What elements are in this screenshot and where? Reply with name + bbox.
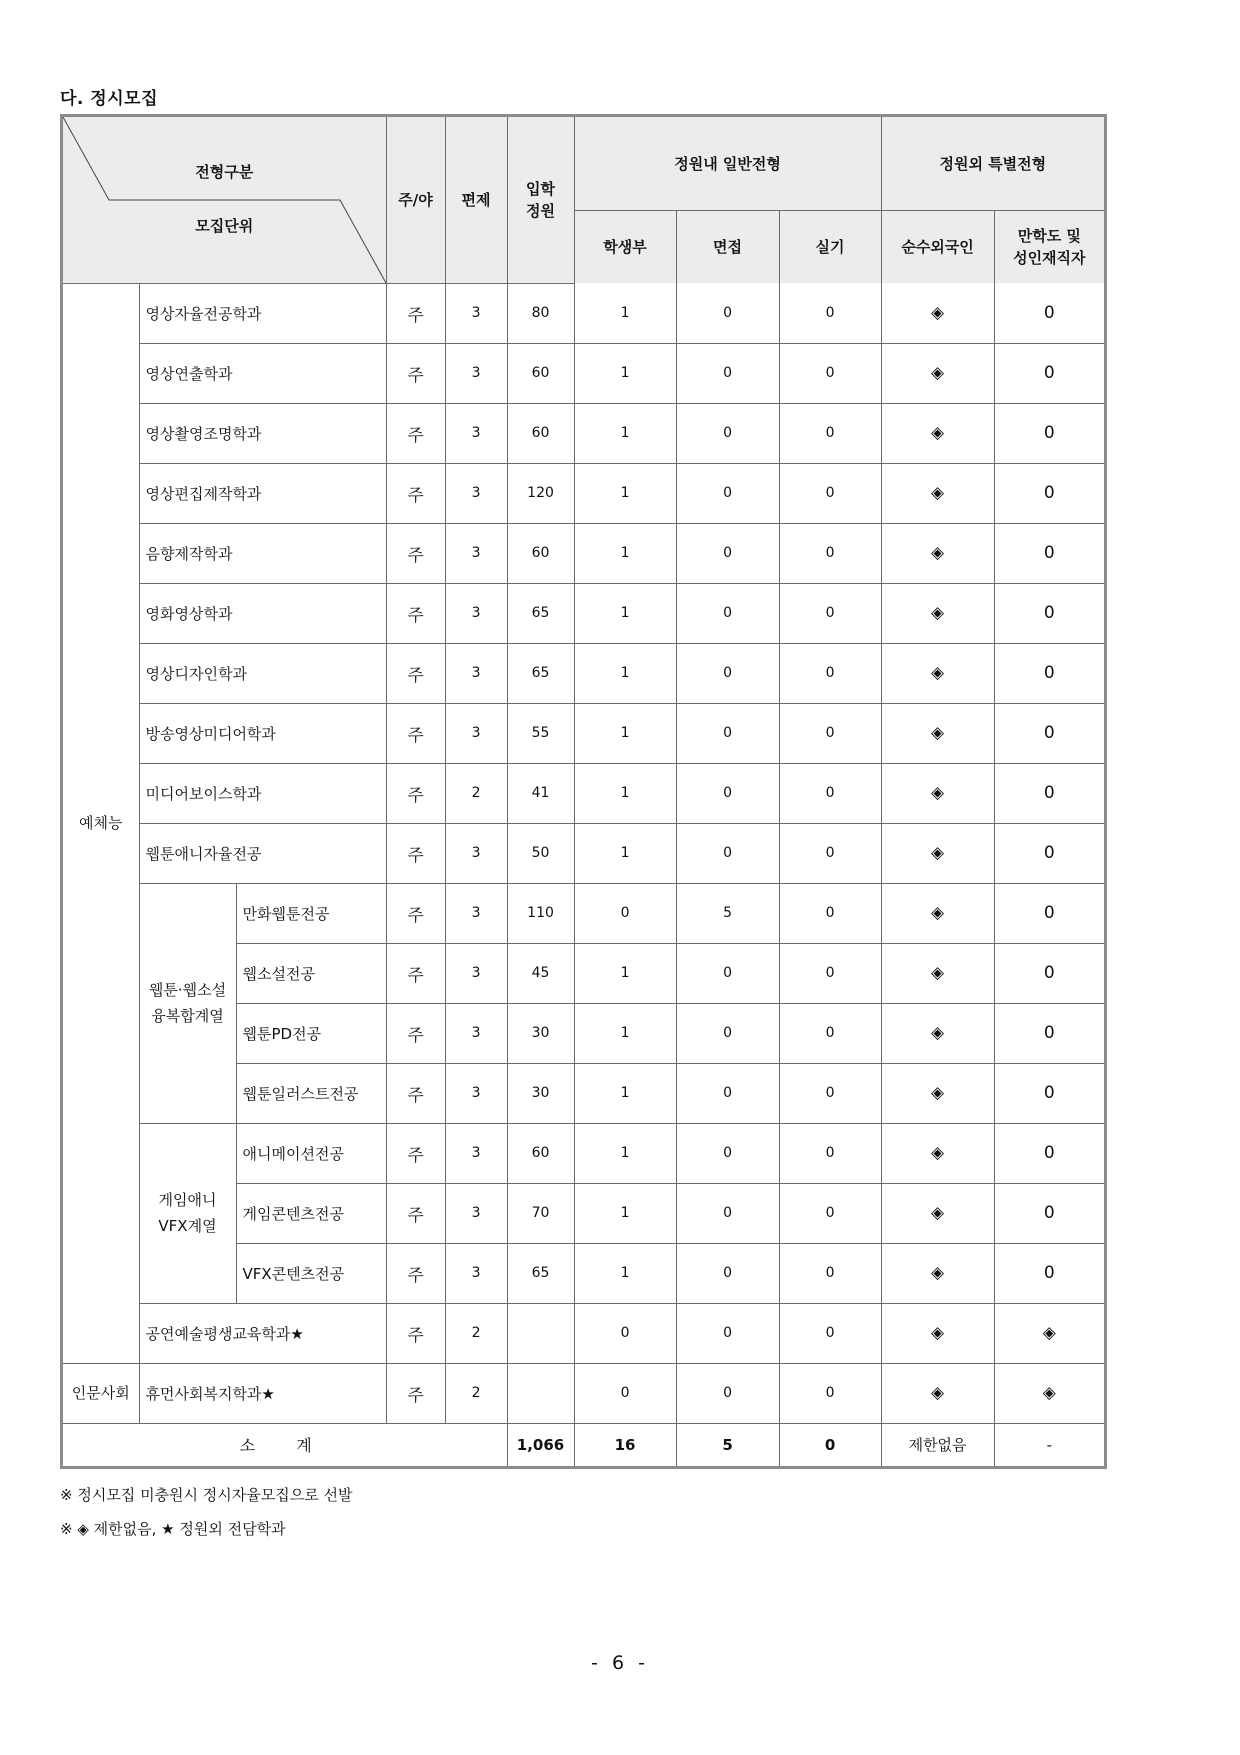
foreigner-cell: ◈: [881, 463, 994, 523]
adult-worker-cell: 0: [994, 463, 1104, 523]
adult-worker-cell: 0: [994, 583, 1104, 643]
header-interview: 면접: [676, 210, 779, 283]
page-number: - 6 -: [591, 1652, 649, 1674]
practical-cell: 0: [779, 1183, 881, 1243]
gpa-cell: 1: [574, 283, 676, 343]
foreigner-cell: ◈: [881, 943, 994, 1003]
year-system-cell: 2: [445, 1303, 507, 1363]
practical-cell: 0: [779, 1123, 881, 1183]
foreigner-cell: ◈: [881, 1303, 994, 1363]
gpa-cell: 1: [574, 1183, 676, 1243]
day-night-cell: 주: [386, 643, 445, 703]
practical-cell: 0: [779, 583, 881, 643]
day-night-cell: 주: [386, 883, 445, 943]
adult-worker-cell: 0: [994, 943, 1104, 1003]
day-night-cell: 주: [386, 1003, 445, 1063]
adult-worker-cell: 0: [994, 883, 1104, 943]
table-row: [63, 463, 1104, 523]
year-system-cell: 3: [445, 343, 507, 403]
department-name: 영상연출학과: [139, 343, 386, 403]
year-system-cell: 3: [445, 943, 507, 1003]
header-diagonal-cell: [63, 117, 386, 283]
foreigner-cell: ◈: [881, 583, 994, 643]
total-gpa: 16: [574, 1423, 676, 1466]
interview-cell: 0: [676, 1363, 779, 1423]
interview-cell: 0: [676, 1183, 779, 1243]
department-name: 휴먼사회복지학과★: [139, 1363, 386, 1423]
foreigner-cell: ◈: [881, 403, 994, 463]
adult-worker-cell: 0: [994, 1183, 1104, 1243]
admission-table: [60, 114, 1107, 1469]
quota-cell: 120: [507, 463, 574, 523]
adult-worker-cell: 0: [994, 1063, 1104, 1123]
interview-cell: 0: [676, 763, 779, 823]
table-row: [63, 403, 1104, 463]
quota-cell: 70: [507, 1183, 574, 1243]
foreigner-cell: ◈: [881, 643, 994, 703]
quota-cell: 60: [507, 523, 574, 583]
foreigner-cell: ◈: [881, 823, 994, 883]
gpa-cell: 1: [574, 643, 676, 703]
department-name: 방송영상미디어학과: [139, 703, 386, 763]
department-name: 웹툰일러스트전공: [236, 1063, 386, 1123]
header-adult-worker: 만학도 및 성인재직자: [994, 210, 1104, 283]
quota-cell: 60: [507, 343, 574, 403]
header-regular-group: 정원내 일반전형: [574, 117, 881, 210]
header-quota: 입학 정원: [507, 117, 574, 283]
interview-cell: 0: [676, 943, 779, 1003]
foreigner-cell: ◈: [881, 1123, 994, 1183]
interview-cell: 0: [676, 583, 779, 643]
day-night-cell: 주: [386, 523, 445, 583]
day-night-cell: 주: [386, 1183, 445, 1243]
year-system-cell: 3: [445, 643, 507, 703]
gpa-cell: 0: [574, 1363, 676, 1423]
practical-cell: 0: [779, 1243, 881, 1303]
interview-cell: 5: [676, 883, 779, 943]
total-foreigner: 제한없음: [881, 1423, 994, 1466]
year-system-cell: 3: [445, 1183, 507, 1243]
adult-worker-cell: 0: [994, 403, 1104, 463]
practical-cell: 0: [779, 943, 881, 1003]
category-arts: 예체능: [63, 283, 139, 1363]
header-year-system: 편제: [445, 117, 507, 283]
interview-cell: 0: [676, 1003, 779, 1063]
day-night-cell: 주: [386, 583, 445, 643]
foreigner-cell: ◈: [881, 1003, 994, 1063]
header-practical: 실기: [779, 210, 881, 283]
department-name: 영상디자인학과: [139, 643, 386, 703]
interview-cell: 0: [676, 463, 779, 523]
foreigner-cell: ◈: [881, 1063, 994, 1123]
gpa-cell: 1: [574, 1123, 676, 1183]
header-foreigner: 순수외국인: [881, 210, 994, 283]
interview-cell: 0: [676, 1243, 779, 1303]
foreigner-cell: ◈: [881, 343, 994, 403]
quota-cell: 80: [507, 283, 574, 343]
department-name: 공연예술평생교육학과★: [139, 1303, 386, 1363]
total-practical: 0: [779, 1423, 881, 1466]
quota-cell: 41: [507, 763, 574, 823]
table-row: [63, 343, 1104, 403]
year-system-cell: 3: [445, 1243, 507, 1303]
interview-cell: 0: [676, 1123, 779, 1183]
table-row: [63, 643, 1104, 703]
gpa-cell: 1: [574, 403, 676, 463]
department-name: 게임콘텐츠전공: [236, 1183, 386, 1243]
note-unfilled: ※ 정시모집 미충원시 정시자율모집으로 선발: [60, 1486, 353, 1504]
quota-cell: 55: [507, 703, 574, 763]
department-name: 음향제작학과: [139, 523, 386, 583]
adult-worker-cell: 0: [994, 283, 1104, 343]
practical-cell: 0: [779, 463, 881, 523]
table-row: [63, 523, 1104, 583]
year-system-cell: 3: [445, 1003, 507, 1063]
gpa-cell: 1: [574, 1243, 676, 1303]
gpa-cell: 1: [574, 523, 676, 583]
header-selection-type: 전형구분: [195, 163, 254, 181]
practical-cell: 0: [779, 1303, 881, 1363]
year-system-cell: 3: [445, 283, 507, 343]
table-row: [63, 883, 1104, 943]
day-night-cell: 주: [386, 1303, 445, 1363]
department-name: 미디어보이스학과: [139, 763, 386, 823]
adult-worker-cell: ◈: [994, 1363, 1104, 1423]
year-system-cell: 3: [445, 403, 507, 463]
year-system-cell: 3: [445, 703, 507, 763]
practical-cell: 0: [779, 823, 881, 883]
interview-cell: 0: [676, 343, 779, 403]
day-night-cell: 주: [386, 703, 445, 763]
department-name: 웹툰PD전공: [236, 1003, 386, 1063]
year-system-cell: 3: [445, 883, 507, 943]
quota-cell: 45: [507, 943, 574, 1003]
table-row: [63, 283, 1104, 343]
quota-cell: [507, 1303, 574, 1363]
gpa-cell: 0: [574, 1303, 676, 1363]
total-label: 소 계: [63, 1423, 507, 1466]
adult-worker-cell: ◈: [994, 1303, 1104, 1363]
department-name: 영상자율전공학과: [139, 283, 386, 343]
interview-cell: 0: [676, 1063, 779, 1123]
quota-cell: 30: [507, 1063, 574, 1123]
interview-cell: 0: [676, 1303, 779, 1363]
quota-cell: 65: [507, 1243, 574, 1303]
year-system-cell: 3: [445, 1123, 507, 1183]
adult-worker-cell: 0: [994, 763, 1104, 823]
category-humanities: 인문사회: [63, 1363, 139, 1423]
day-night-cell: 주: [386, 343, 445, 403]
interview-cell: 0: [676, 823, 779, 883]
practical-cell: 0: [779, 523, 881, 583]
adult-worker-cell: 0: [994, 343, 1104, 403]
gpa-cell: 1: [574, 1063, 676, 1123]
foreigner-cell: ◈: [881, 1363, 994, 1423]
table-row: [63, 583, 1104, 643]
subgroup-game-vfx: 게임애니 VFX계열: [139, 1123, 236, 1303]
table-row: [63, 1363, 1104, 1423]
table-row: [63, 823, 1104, 883]
department-name: VFX콘텐츠전공: [236, 1243, 386, 1303]
adult-worker-cell: 0: [994, 823, 1104, 883]
foreigner-cell: ◈: [881, 883, 994, 943]
gpa-cell: 1: [574, 1003, 676, 1063]
interview-cell: 0: [676, 643, 779, 703]
practical-cell: 0: [779, 643, 881, 703]
day-night-cell: 주: [386, 763, 445, 823]
table-row: [63, 703, 1104, 763]
foreigner-cell: ◈: [881, 703, 994, 763]
practical-cell: 0: [779, 343, 881, 403]
day-night-cell: 주: [386, 463, 445, 523]
total-adult-worker: -: [994, 1423, 1104, 1466]
department-name: 웹툰애니자율전공: [139, 823, 386, 883]
quota-cell: 65: [507, 583, 574, 643]
interview-cell: 0: [676, 283, 779, 343]
table-row: [63, 1123, 1104, 1183]
gpa-cell: 1: [574, 343, 676, 403]
foreigner-cell: ◈: [881, 283, 994, 343]
day-night-cell: 주: [386, 1123, 445, 1183]
day-night-cell: 주: [386, 283, 445, 343]
gpa-cell: 1: [574, 823, 676, 883]
diagonal-divider: [63, 117, 386, 283]
year-system-cell: 3: [445, 823, 507, 883]
year-system-cell: 3: [445, 523, 507, 583]
quota-cell: 50: [507, 823, 574, 883]
practical-cell: 0: [779, 283, 881, 343]
interview-cell: 0: [676, 523, 779, 583]
gpa-cell: 1: [574, 463, 676, 523]
gpa-cell: 1: [574, 703, 676, 763]
quota-cell: 65: [507, 643, 574, 703]
total-quota: 1,066: [507, 1423, 574, 1466]
quota-cell: 60: [507, 403, 574, 463]
note-legend: ※ ◈ 제한없음, ★ 정원외 전담학과: [60, 1520, 286, 1538]
quota-cell: 110: [507, 883, 574, 943]
gpa-cell: 1: [574, 583, 676, 643]
practical-cell: 0: [779, 1063, 881, 1123]
department-name: 애니메이션전공: [236, 1123, 386, 1183]
quota-cell: 60: [507, 1123, 574, 1183]
gpa-cell: 1: [574, 763, 676, 823]
practical-cell: 0: [779, 763, 881, 823]
interview-cell: 0: [676, 403, 779, 463]
foreigner-cell: ◈: [881, 1183, 994, 1243]
adult-worker-cell: 0: [994, 523, 1104, 583]
year-system-cell: 2: [445, 1363, 507, 1423]
department-name: 영상촬영조명학과: [139, 403, 386, 463]
department-name: 영화영상학과: [139, 583, 386, 643]
day-night-cell: 주: [386, 1243, 445, 1303]
year-system-cell: 3: [445, 1063, 507, 1123]
total-interview: 5: [676, 1423, 779, 1466]
practical-cell: 0: [779, 403, 881, 463]
year-system-cell: 3: [445, 583, 507, 643]
header-recruit-unit: 모집단위: [195, 217, 254, 235]
total-row: [63, 1423, 1104, 1466]
practical-cell: 0: [779, 703, 881, 763]
practical-cell: 0: [779, 883, 881, 943]
section-title: 다. 정시모집: [60, 89, 158, 109]
quota-cell: [507, 1363, 574, 1423]
quota-cell: 30: [507, 1003, 574, 1063]
department-name: 만화웹툰전공: [236, 883, 386, 943]
gpa-cell: 1: [574, 943, 676, 1003]
foreigner-cell: ◈: [881, 523, 994, 583]
gpa-cell: 0: [574, 883, 676, 943]
foreigner-cell: ◈: [881, 1243, 994, 1303]
department-name: 웹소설전공: [236, 943, 386, 1003]
adult-worker-cell: 0: [994, 1003, 1104, 1063]
practical-cell: 0: [779, 1363, 881, 1423]
day-night-cell: 주: [386, 1063, 445, 1123]
department-name: 영상편집제작학과: [139, 463, 386, 523]
header-special-group: 정원외 특별전형: [881, 117, 1104, 210]
day-night-cell: 주: [386, 823, 445, 883]
adult-worker-cell: 0: [994, 1243, 1104, 1303]
year-system-cell: 3: [445, 463, 507, 523]
adult-worker-cell: 0: [994, 1123, 1104, 1183]
header-day-night: 주/야: [386, 117, 445, 283]
day-night-cell: 주: [386, 1363, 445, 1423]
interview-cell: 0: [676, 703, 779, 763]
table-row: [63, 1303, 1104, 1363]
practical-cell: 0: [779, 1003, 881, 1063]
foreigner-cell: ◈: [881, 763, 994, 823]
adult-worker-cell: 0: [994, 703, 1104, 763]
header-gpa: 학생부: [574, 210, 676, 283]
subgroup-webtoon: 웹툰·웹소설 융복합계열: [139, 883, 236, 1123]
year-system-cell: 2: [445, 763, 507, 823]
table-row: [63, 763, 1104, 823]
day-night-cell: 주: [386, 403, 445, 463]
day-night-cell: 주: [386, 943, 445, 1003]
adult-worker-cell: 0: [994, 643, 1104, 703]
